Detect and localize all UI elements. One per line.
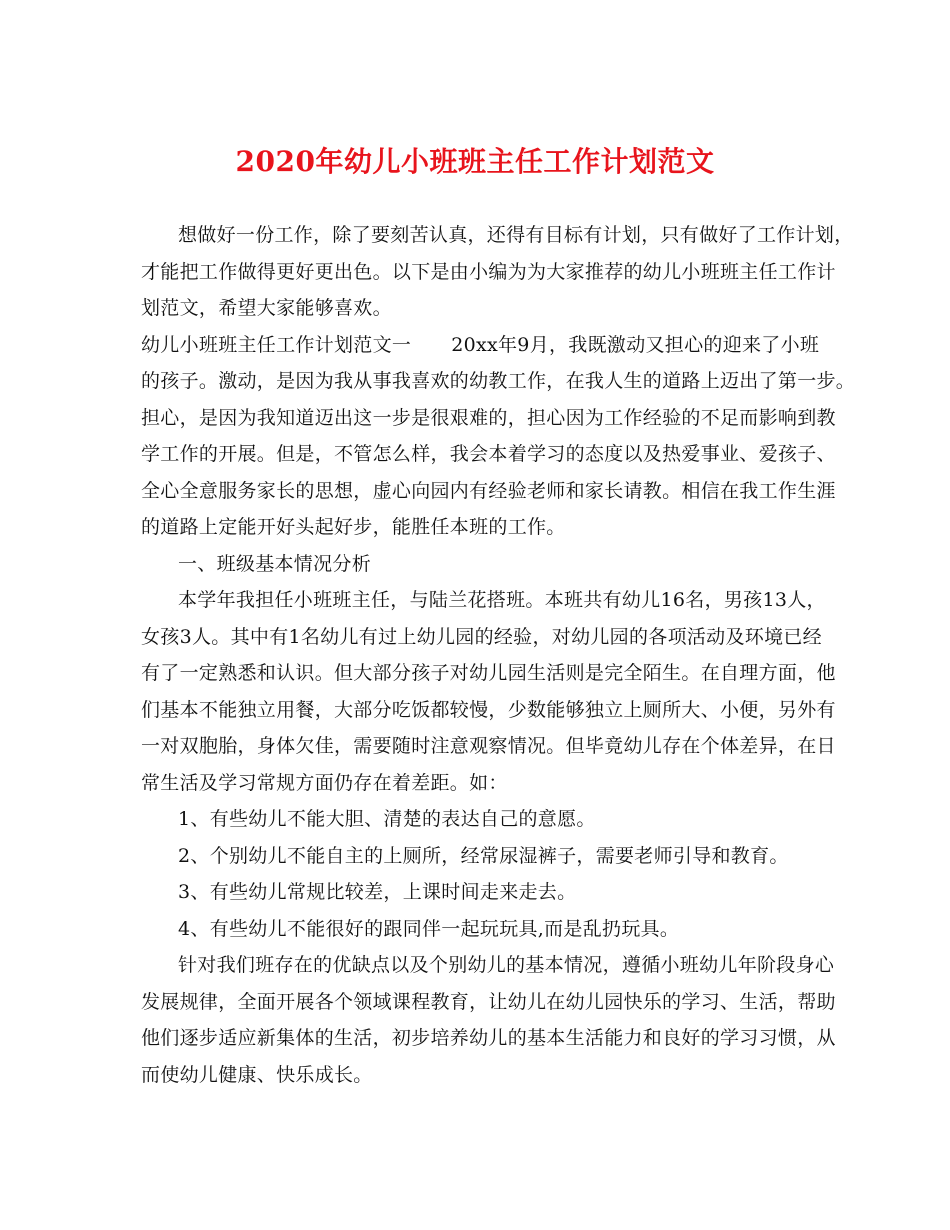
- section-subtitle: 幼儿小班班主任工作计划范文一: [141, 333, 412, 356]
- list-item: 3、有些幼儿常规比较差，上课时间走来走去。: [178, 881, 577, 903]
- paragraph-line: 担心，是因为我知道迈出这一步是很艰难的，担心因为工作经验的不足而影响到教: [141, 406, 836, 429]
- paragraph-line: 女孩3人。其中有1名幼儿有过上幼儿园的经验，对幼儿园的各项活动及环境已经: [141, 625, 822, 648]
- paragraph-line: 针对我们班存在的优缺点以及个别幼儿的基本情况，遵循小班幼儿年阶段身心: [178, 954, 835, 976]
- document-title: 2020年幼儿小班班主任工作计划范文: [235, 145, 715, 178]
- paragraph-line: 全心全意服务家长的思想，虚心向园内有经验老师和家长请教。相信在我工作生涯: [141, 479, 836, 502]
- paragraph-line: 一对双胞胎，身体欠佳，需要随时注意观察情况。但毕竟幼儿存在个体差异，在日: [141, 735, 836, 757]
- paragraph-text: 20xx年9月，我既激动又担心的迎来了小班: [451, 333, 820, 356]
- paragraph-line: 有了一定熟悉和认识。但大部分孩子对幼儿园生活则是完全陌生。在自理方面，他: [141, 662, 836, 684]
- paragraph-line: 想做好一份工作，除了要刻苦认真，还得有目标有计划，只有做好了工作计划，: [178, 224, 854, 246]
- paragraph-line: 常生活及学习常规方面仍存在着差距。如：: [141, 771, 508, 794]
- paragraph-line-with-subtitle: [141, 327, 831, 364]
- paragraph-line: 划范文，希望大家能够喜欢。: [141, 297, 392, 319]
- paragraph-line: 而使幼儿健康、快乐成长。: [141, 1063, 373, 1086]
- paragraph-line: 才能把工作做得更好更出色。以下是由小编为为大家推荐的幼儿小班班主任工作计: [141, 260, 836, 283]
- paragraph-line: 他们逐步适应新集体的生活，初步培养幼儿的基本生活能力和良好的学习习惯，从: [141, 1027, 836, 1049]
- paragraph-line: 本学年我担任小班班主任，与陆兰花搭班。本班共有幼儿16名，男孩13人，: [178, 589, 826, 611]
- paragraph-line: 学工作的开展。但是，不管怎么样，我会本着学习的态度以及热爱事业、爱孩子、: [141, 443, 836, 465]
- document-body: [141, 217, 856, 1093]
- paragraph-line: 的孩子。激动，是因为我从事我喜欢的幼教工作，在我人生的道路上迈出了第一步。: [141, 370, 856, 392]
- list-item: 2、个别幼儿不能自主的上厕所，经常尿湿裤子，需要老师引导和教育。: [178, 844, 789, 867]
- paragraph-line: 们基本不能独立用餐，大部分吃饭都较慢，少数能够独立上厕所大、小便，另外有: [141, 698, 836, 721]
- section-heading: 一、班级基本情况分析: [178, 552, 372, 575]
- paragraph-line: 发展规律，全面开展各个领域课程教育，让幼儿在幼儿园快乐的学习、生活，帮助: [141, 990, 836, 1013]
- list-item: 1、有些幼儿不能大胆、清楚的表达自己的意愿。: [178, 808, 596, 830]
- list-item: 4、有些幼儿不能很好的跟同伴一起玩玩具,而是乱扔玩具。: [178, 917, 680, 940]
- paragraph-line: 的道路上定能开好头起好步，能胜任本班的工作。: [141, 516, 566, 538]
